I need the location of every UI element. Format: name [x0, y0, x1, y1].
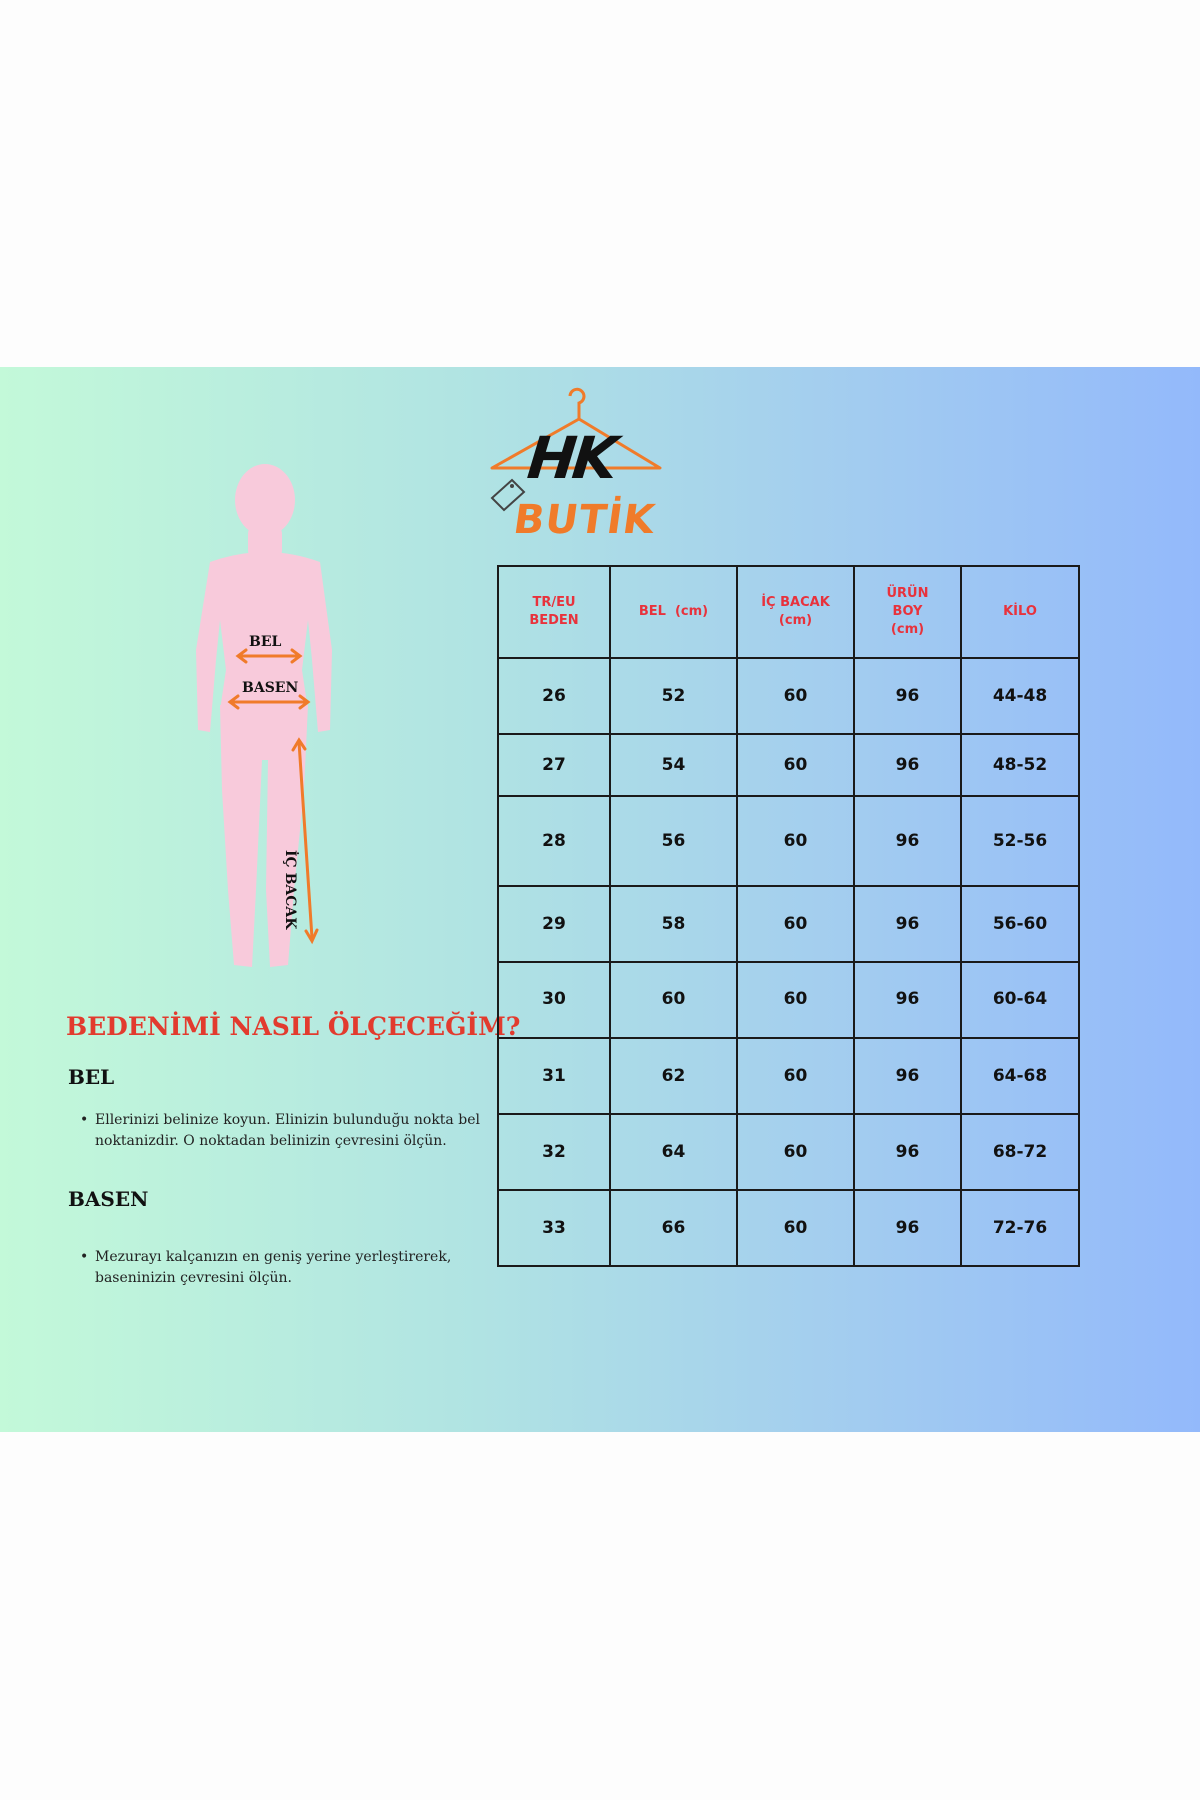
figure-label-basen: BASEN [242, 680, 299, 696]
bullet-icon: • [80, 1249, 89, 1265]
table-row [498, 658, 1079, 734]
cell-bel: 64 [610, 1114, 737, 1190]
table-row [498, 962, 1079, 1038]
body-measurement-figure [190, 460, 380, 980]
cell-beden: 31 [498, 1038, 610, 1114]
cell-kilo: 48-52 [961, 734, 1079, 796]
table-header-row [498, 566, 1079, 658]
cell-bel: 58 [610, 886, 737, 962]
cell-bel: 62 [610, 1038, 737, 1114]
cell-bel: 60 [610, 962, 737, 1038]
cell-bel: 56 [610, 796, 737, 886]
cell-ic-bacak: 60 [737, 796, 854, 886]
cell-urun-boy: 96 [854, 1038, 961, 1114]
cell-urun-boy: 96 [854, 1190, 961, 1266]
cell-kilo: 56-60 [961, 886, 1079, 962]
figure-label-ic-bacak: İÇ BACAK [282, 850, 298, 930]
section-heading-basen: BASEN [68, 1187, 149, 1211]
header-bel: BEL (cm) [610, 566, 737, 658]
section-heading-bel: BEL [68, 1065, 115, 1089]
cell-bel: 54 [610, 734, 737, 796]
cell-urun-boy: 96 [854, 962, 961, 1038]
cell-kilo: 60-64 [961, 962, 1079, 1038]
table-row [498, 1190, 1079, 1266]
howto-title: BEDENİMİ NASIL ÖLÇECEĞİM? [66, 1012, 521, 1041]
table-row [498, 886, 1079, 962]
cell-bel: 52 [610, 658, 737, 734]
cell-urun-boy: 96 [854, 1114, 961, 1190]
cell-ic-bacak: 60 [737, 1114, 854, 1190]
cell-beden: 29 [498, 886, 610, 962]
cell-beden: 28 [498, 796, 610, 886]
cell-kilo: 72-76 [961, 1190, 1079, 1266]
cell-bel: 66 [610, 1190, 737, 1266]
cell-kilo: 64-68 [961, 1038, 1079, 1114]
cell-beden: 30 [498, 962, 610, 1038]
basen-instruction [80, 1247, 480, 1289]
cell-urun-boy: 96 [854, 658, 961, 734]
size-chart-table [497, 565, 1080, 1267]
cell-kilo: 52-56 [961, 796, 1079, 886]
header-ic-bacak: İÇ BACAK (cm) [737, 566, 854, 658]
bel-instruction-text: Ellerinizi belinize koyun. Elinizin bulunduğu nokta bel noktanizdir. O noktadan belinizin çevresini ölçün. [95, 1112, 480, 1149]
cell-ic-bacak: 60 [737, 1190, 854, 1266]
table-row [498, 1038, 1079, 1114]
header-urun-boy: ÜRÜN BOY (cm) [854, 566, 961, 658]
brand-logo [488, 382, 663, 552]
cell-kilo: 68-72 [961, 1114, 1079, 1190]
bel-instruction [80, 1110, 480, 1152]
cell-kilo: 44-48 [961, 658, 1079, 734]
cell-beden: 26 [498, 658, 610, 734]
cell-beden: 33 [498, 1190, 610, 1266]
table-row [498, 796, 1079, 886]
cell-urun-boy: 96 [854, 886, 961, 962]
cell-ic-bacak: 60 [737, 962, 854, 1038]
cell-urun-boy: 96 [854, 734, 961, 796]
table-row [498, 734, 1079, 796]
table-row [498, 1114, 1079, 1190]
header-beden: TR/EU BEDEN [498, 566, 610, 658]
logo-hk-text: HK [524, 424, 618, 492]
logo-butik-text: BUTİK [510, 497, 659, 543]
cell-beden: 32 [498, 1114, 610, 1190]
cell-ic-bacak: 60 [737, 886, 854, 962]
cell-ic-bacak: 60 [737, 658, 854, 734]
cell-ic-bacak: 60 [737, 1038, 854, 1114]
figure-label-bel: BEL [249, 634, 282, 650]
header-kilo: KİLO [961, 566, 1079, 658]
cell-beden: 27 [498, 734, 610, 796]
cell-urun-boy: 96 [854, 796, 961, 886]
bullet-icon: • [80, 1112, 89, 1128]
basen-instruction-text: Mezurayı kalçanızın en geniş yerine yerleştirerek, baseninizin çevresini ölçün. [95, 1249, 452, 1286]
cell-ic-bacak: 60 [737, 734, 854, 796]
